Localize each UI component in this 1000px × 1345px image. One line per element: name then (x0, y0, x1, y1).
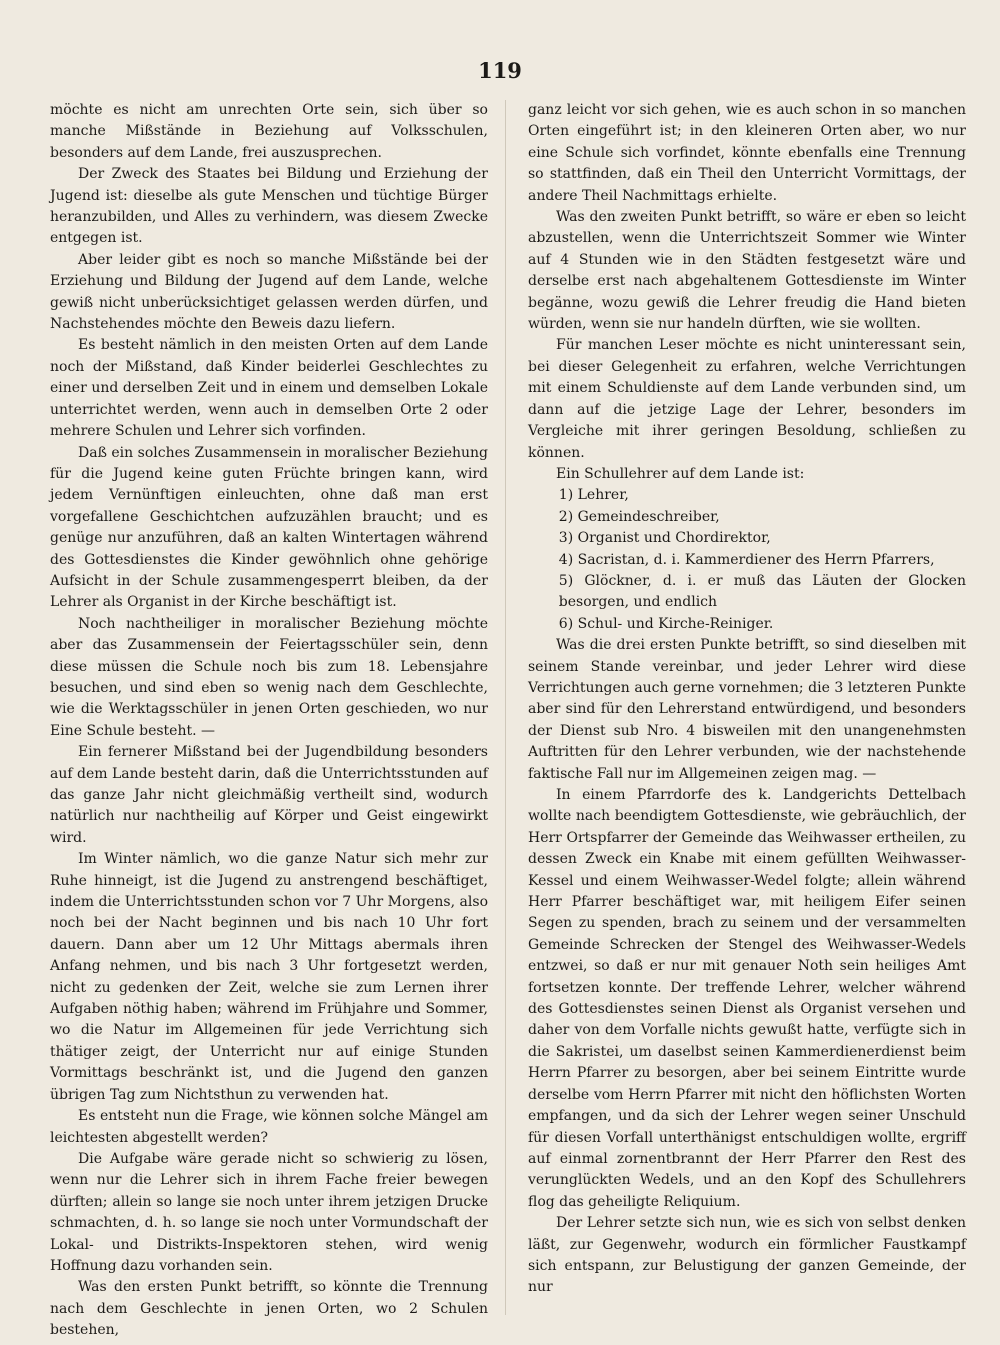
paragraph: Ein fernerer Mißstand bei der Jugendbildung besonders auf dem Lande besteht darin, daß die Unterrichtsstunden auf das ganze Jahr nicht gleichmäßig vertheilt sind, wodurch natürlich nur nachtheilig auf Körper und Geist eingewirkt wird. (50, 744, 488, 846)
paragraph: In einem Pfarrdorfe des k. Landgerichts Dettelbach wollte nach beendigtem Gottesdienste, wie gebräuchlich, der Herr Ortspfarrer der Gemeinde das Weihwasser ertheilen, zu dessen Zweck ein Knabe mit einem gefüllten Weihwasser-Kessel und einem Weihwasser-Wedel folgte; allein während Herr Pfarrer beschäftiget war, mit heiligem Eifer seinen Segen zu spenden, brach zu seinem und der versammelten Gemeinde Schrecken der Stengel des Weihwasser-Wedels entzwei, so daß er nur mit genauer Noth sein heiliges Amt fortsetzen konnte. Der treffende Lehrer, welcher während des Gottesdienstes seinen Dienst als Organist versehen und daher von dem Vorfalle nichts gewußt hatte, verfügte sich in die Sakristei, um daselbst seinen Kammerdienerdienst beim Herrn Pfarrer zu besorgen, aber bei seinem Eintritte wurde derselbe vom Herrn Pfarrer mit nicht den höflichsten Worten empfangen, und da sich der Lehrer wegen seiner Unschuld für diesen Vorfall unterthänigst entschuldigen wollte, ergriff auf einmal zornentbrannt der Herr Pfarrer den Rest des verunglückten Wedels, und an den Kopf des Schullehrers flog das geheiligte Reliquium. (528, 787, 966, 1210)
paragraph: möchte es nicht am unrechten Orte sein, sich über so manche Mißstände in Beziehung auf Volksschulen, besonders auf dem Lande, frei auszusprechen. (50, 102, 488, 161)
paragraph: Für manchen Leser möchte es nicht uninteressant sein, bei dieser Gelegenheit zu erfahren, welche Verrichtungen mit einem Schuldienste auf dem Lande verbunden sind, um dann auf die jetzige Lage der Lehrer, besonders im Vergleiche mit ihrer geringen Besoldung, schließen zu können. (528, 337, 966, 461)
paragraph: Es entsteht nun die Frage, wie können solche Mängel am leichtesten abgestellt werden? (50, 1108, 488, 1146)
column-divider (505, 100, 506, 1315)
list-item: 5) Glöckner, d. i. er muß das Läuten der Glocken besorgen, und endlich (558, 572, 966, 611)
list-item: 2) Gemeindeschreiber, (558, 508, 720, 525)
right-column (528, 100, 966, 1299)
page-number: 119 (478, 58, 522, 83)
left-column (50, 100, 488, 1342)
paragraph: Was die drei ersten Punkte betrifft, so sind dieselben mit seinem Stande vereinbar, und jeder Lehrer wird diese Verrichtungen auch gerne vornehmen; die 3 letzteren Punkte aber sind für den Lehrerstand entwürdigend, und besonders der Dienst sub Nro. 4 bisweilen mit den unangenehmsten Auftritten für den Lehrer verbunden, wie der nachstehende faktische Fall nur im Allgemeinen zeigen mag. — (528, 637, 966, 782)
list-item: 4) Sacristan, d. i. Kammerdiener des Herrn Pfarrers, (558, 551, 935, 568)
paragraph: Was den zweiten Punkt betrifft, so wäre er eben so leicht abzustellen, wenn die Unterrichtszeit Sommer wie Winter auf 4 Stunden wie in den Städten festgesetzt wäre und derselbe erst nach abgehaltenem Gottesdienste im Winter begänne, wozu gewiß die Lehrer freudig die Hand bieten würden, wenn sie nur handeln dürften, wie sie wollten. (528, 209, 966, 333)
paragraph: Ein Schullehrer auf dem Lande ist: (556, 465, 805, 482)
list-item: 1) Lehrer, (558, 487, 629, 504)
paragraph: Es besteht nämlich in den meisten Orten auf dem Lande noch der Mißstand, daß Kinder beiderlei Geschlechtes zu einer und derselben Zeit und in einem und demselben Lokale unterrichtet werden, wenn auch in demselben Orte 2 oder mehrere Schulen und Lehrer sich vorfinden. (50, 337, 488, 440)
paragraph: Im Winter nämlich, wo die ganze Natur sich mehr zur Ruhe hinneigt, ist die Jugend zu anstrengend beschäftiget, indem die Unterrichtsstunden schon vor 7 Uhr Morgens, also noch bei der Nacht beginnen und bis nach 10 Uhr fort dauern. Dann aber um 12 Uhr Mittags abermals ihren Anfang nehmen, und bis nach 3 Uhr fortgesetzt werden, nicht zu gedenken der Zeit, welche sie zum Lernen ihrer Aufgaben nöthig haben; während im Frühjahre und Sommer, wo die Natur im Allgemeinen für jede Verrichtung sich thätiger zeigt, der Unterricht nur auf einige Stunden Vormittags beschränkt ist, und die Jugend den ganzen übrigen Tag zum Nichtsthun zu verwenden hat. (50, 851, 488, 1103)
paragraph: Die Aufgabe wäre gerade nicht so schwierig zu lösen, wenn nur die Lehrer sich in ihrem Fache freier bewegen dürften; allein so lange sie noch unter ihrem jetzigen Drucke schmachten, d. h. so lange sie noch unter Vormundschaft der Lokal- und Distrikts-Inspektoren stehen, wird wenig Hoffnung dazu vorhanden sein. (50, 1150, 488, 1274)
list-item: 3) Organist und Chordirektor, (558, 530, 771, 547)
paragraph: Daß ein solches Zusammensein in moralischer Beziehung für die Jugend keine guten Früchte bringen kann, wird jedem Vernünftigen einleuchten, ohne daß man erst vorgefallene Geschichtchen aufzuzählen braucht; und es genüge nur anzuführen, daß an kalten Wintertagen während des Gottesdienstes die Kinder gewöhnlich ohne gehörige Aufsicht in der Schule zusammengesperrt bleiben, da der Lehrer als Organist in der Kirche beschäftigt ist. (50, 444, 488, 611)
paragraph: Der Zweck des Staates bei Bildung und Erziehung der Jugend ist: dieselbe als gute Menschen und tüchtige Bürger heranzubilden, und Alles zu verhindern, was diesem Zwecke entgegen ist. (50, 166, 488, 247)
paragraph: Aber leider gibt es noch so manche Mißstände bei der Erziehung und Bildung der Jugend auf dem Lande, welche gewiß nicht unberücksichtiget gelassen werden dürfen, und Nachstehendes möchte den Beweis dazu liefern. (50, 251, 488, 333)
paragraph: Noch nachtheiliger in moralischer Beziehung möchte aber das Zusammensein der Feiertagsschüler sein, denn diese müssen die Schule noch bis zum 18. Lebensjahre besuchen, und sind eben so wenig nach dem Geschlechte, wie die Werktagsschüler in jenen Orten geschieden, wo nur Eine Schule besteht. — (50, 615, 488, 739)
paragraph: Der Lehrer setzte sich nun, wie es sich von selbst denken läßt, zur Gegenwehr, wodurch ein förmlicher Faustkampf sich entspann, zur Belustigung der ganzen Gemeinde, der nur (528, 1215, 966, 1296)
paragraph: Was den ersten Punkt betrifft, so könnte die Trennung nach dem Geschlechte in jenen Orten, wo 2 Schulen bestehen, (50, 1279, 488, 1339)
paragraph: ganz leicht vor sich gehen, wie es auch schon in so manchen Orten eingeführt ist; in den kleineren Orten aber, wo nur eine Schule sich vorfindet, könnte ebenfalls eine Trennung so stattfinden, daß ein Theil den Unterricht Vormittags, der andere Theil Nachmittags erhielte. (528, 102, 966, 204)
list-item: 6) Schul- und Kirche-Reiniger. (558, 615, 774, 632)
